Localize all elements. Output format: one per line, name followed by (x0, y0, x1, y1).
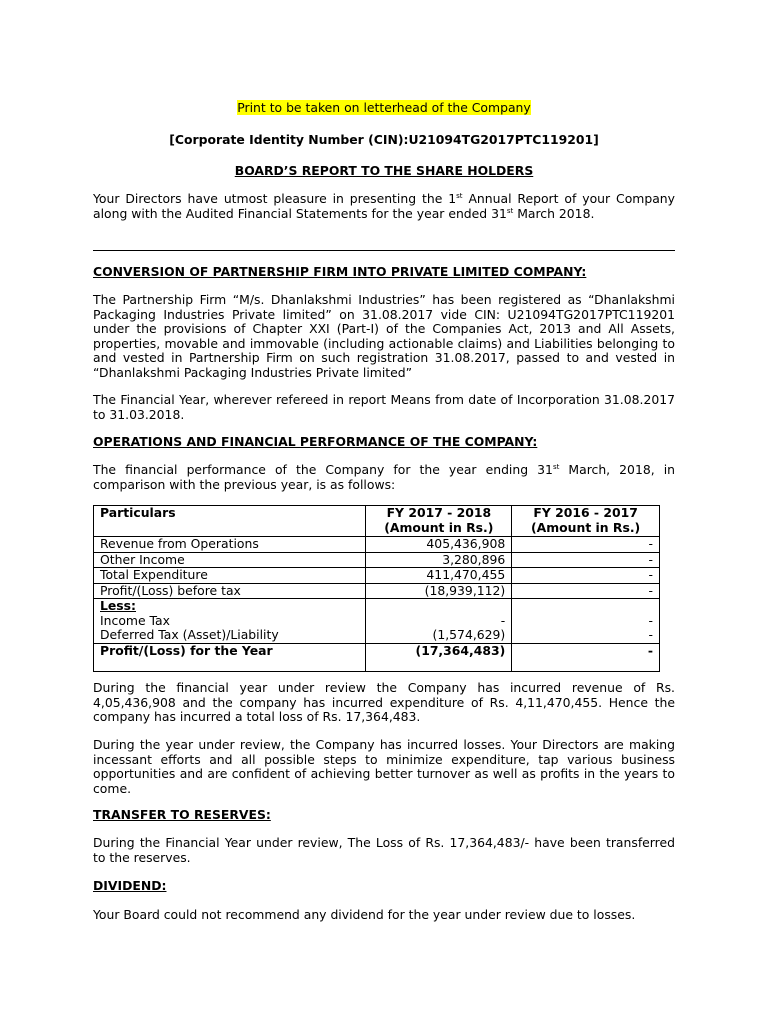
total-fy1-value: (17,364,483) (366, 643, 512, 671)
row-fy1-value: 405,436,908 (366, 537, 512, 553)
table-header-row (94, 506, 660, 537)
income-tax-label: Income Tax (100, 612, 170, 628)
row-fy2-value: - (512, 552, 660, 568)
deferred-tax-fy1: (1,574,629) (432, 627, 506, 642)
less-label: Less: (100, 598, 137, 613)
table-row (94, 583, 660, 599)
table-row (94, 537, 660, 553)
total-label: Profit/(Loss) for the Year (94, 643, 366, 671)
dividend-paragraph: Your Board could not recommend any dividend for the year under review due to losses. (93, 907, 636, 922)
row-fy1-value: (18,939,112) (366, 583, 512, 599)
row-fy2-value: - (512, 583, 660, 599)
reserves-heading: TRANSFER TO RESERVES: (93, 807, 271, 822)
deferred-tax-fy2: - (648, 627, 653, 642)
income-tax-fy1: - (500, 612, 506, 628)
deferred-tax-label: Deferred Tax (Asset)/Liability (100, 627, 279, 642)
row-label: Revenue from Operations (94, 537, 366, 553)
financial-performance-table (93, 505, 660, 672)
losses-paragraph: During the year under review, the Company has incurred losses. Your Directors are making incessant efforts and all possible steps to minimize expenditure, tap various business opportunities and are confident of achieving better turnover as well as profits in the years to come. (93, 737, 675, 796)
revenue-expenditure-paragraph: During the financial year under review the Company has incurred revenue of Rs. 4,05,436,908 and the company has incurred expenditure of Rs. 4,11,470,455. Hence the company has incurred a total loss of Rs. 17,364,483. (93, 680, 675, 724)
financial-year-paragraph: The Financial Year, wherever refereed in report Means from date of Incorporation 31.08.2017 to 31.03.2018. (93, 392, 675, 422)
operations-heading: OPERATIONS AND FINANCIAL PERFORMANCE OF THE COMPANY: (93, 434, 538, 449)
header-fy-2016-2017: FY 2016 - 2017 (Amount in Rs.) (512, 506, 660, 537)
letterhead-note-line (93, 101, 675, 116)
income-tax-fy2: - (648, 612, 653, 628)
less-labels (94, 599, 366, 644)
intro-paragraph: Your Directors have utmost pleasure in presenting the 1st Annual Report of your Company along with the Audited Financial Statements for the year ended 31st March 2018. (93, 191, 675, 221)
operations-paragraph: The financial performance of the Company for the year ending 31st March, 2018, in comparison with the previous year, is as follows: (93, 462, 676, 492)
header-particulars: Particulars (94, 506, 366, 537)
dividend-heading: DIVIDEND: (93, 878, 167, 893)
total-fy2-value: - (512, 643, 660, 671)
reserves-paragraph: During the Financial Year under review, The Loss of Rs. 17,364,483/- have been transferred to the reserves. (93, 835, 675, 865)
row-fy1-value: 411,470,455 (366, 568, 512, 584)
horizontal-divider (93, 250, 675, 251)
row-fy2-value: - (512, 568, 660, 584)
header-fy-2017-2018: FY 2017 - 2018 (Amount in Rs.) (366, 506, 512, 537)
row-label: Total Expenditure (94, 568, 366, 584)
row-label: Other Income (94, 552, 366, 568)
cin-line: [Corporate Identity Number (CIN):U21094TG2017PTC119201] (169, 132, 599, 147)
table-row (94, 568, 660, 584)
conversion-paragraph: The Partnership Firm “M/s. Dhanlakshmi Industries” has been registered as “Dhanlakshmi Packaging Industries Private limited” on 31.08.2017 vide CIN: U21094TG2017PTC119201 under the provisions of Chapter XXI (Part-I) of the Companies Act, 2013 and All Assets, properties, movable and immovable (including actionable claims) and Liabilities belonging to and vested in Partnership Firm on such registration 31.08.2017, passed to and vested in “Dhanlakshmi Packaging Industries Private limited” (93, 292, 675, 380)
table-total-row (94, 643, 660, 671)
table-row (94, 552, 660, 568)
conversion-heading: CONVERSION OF PARTNERSHIP FIRM INTO PRIVATE LIMITED COMPANY: (93, 264, 587, 279)
row-fy2-value: - (512, 537, 660, 553)
letterhead-note: Print to be taken on letterhead of the Company (237, 100, 531, 115)
less-fy1-values (366, 599, 512, 644)
row-label: Profit/(Loss) before tax (94, 583, 366, 599)
table-row-less (94, 599, 660, 644)
less-fy2-values (512, 599, 660, 644)
report-title: BOARD’S REPORT TO THE SHARE HOLDERS (234, 163, 534, 178)
row-fy1-value: 3,280,896 (366, 552, 512, 568)
